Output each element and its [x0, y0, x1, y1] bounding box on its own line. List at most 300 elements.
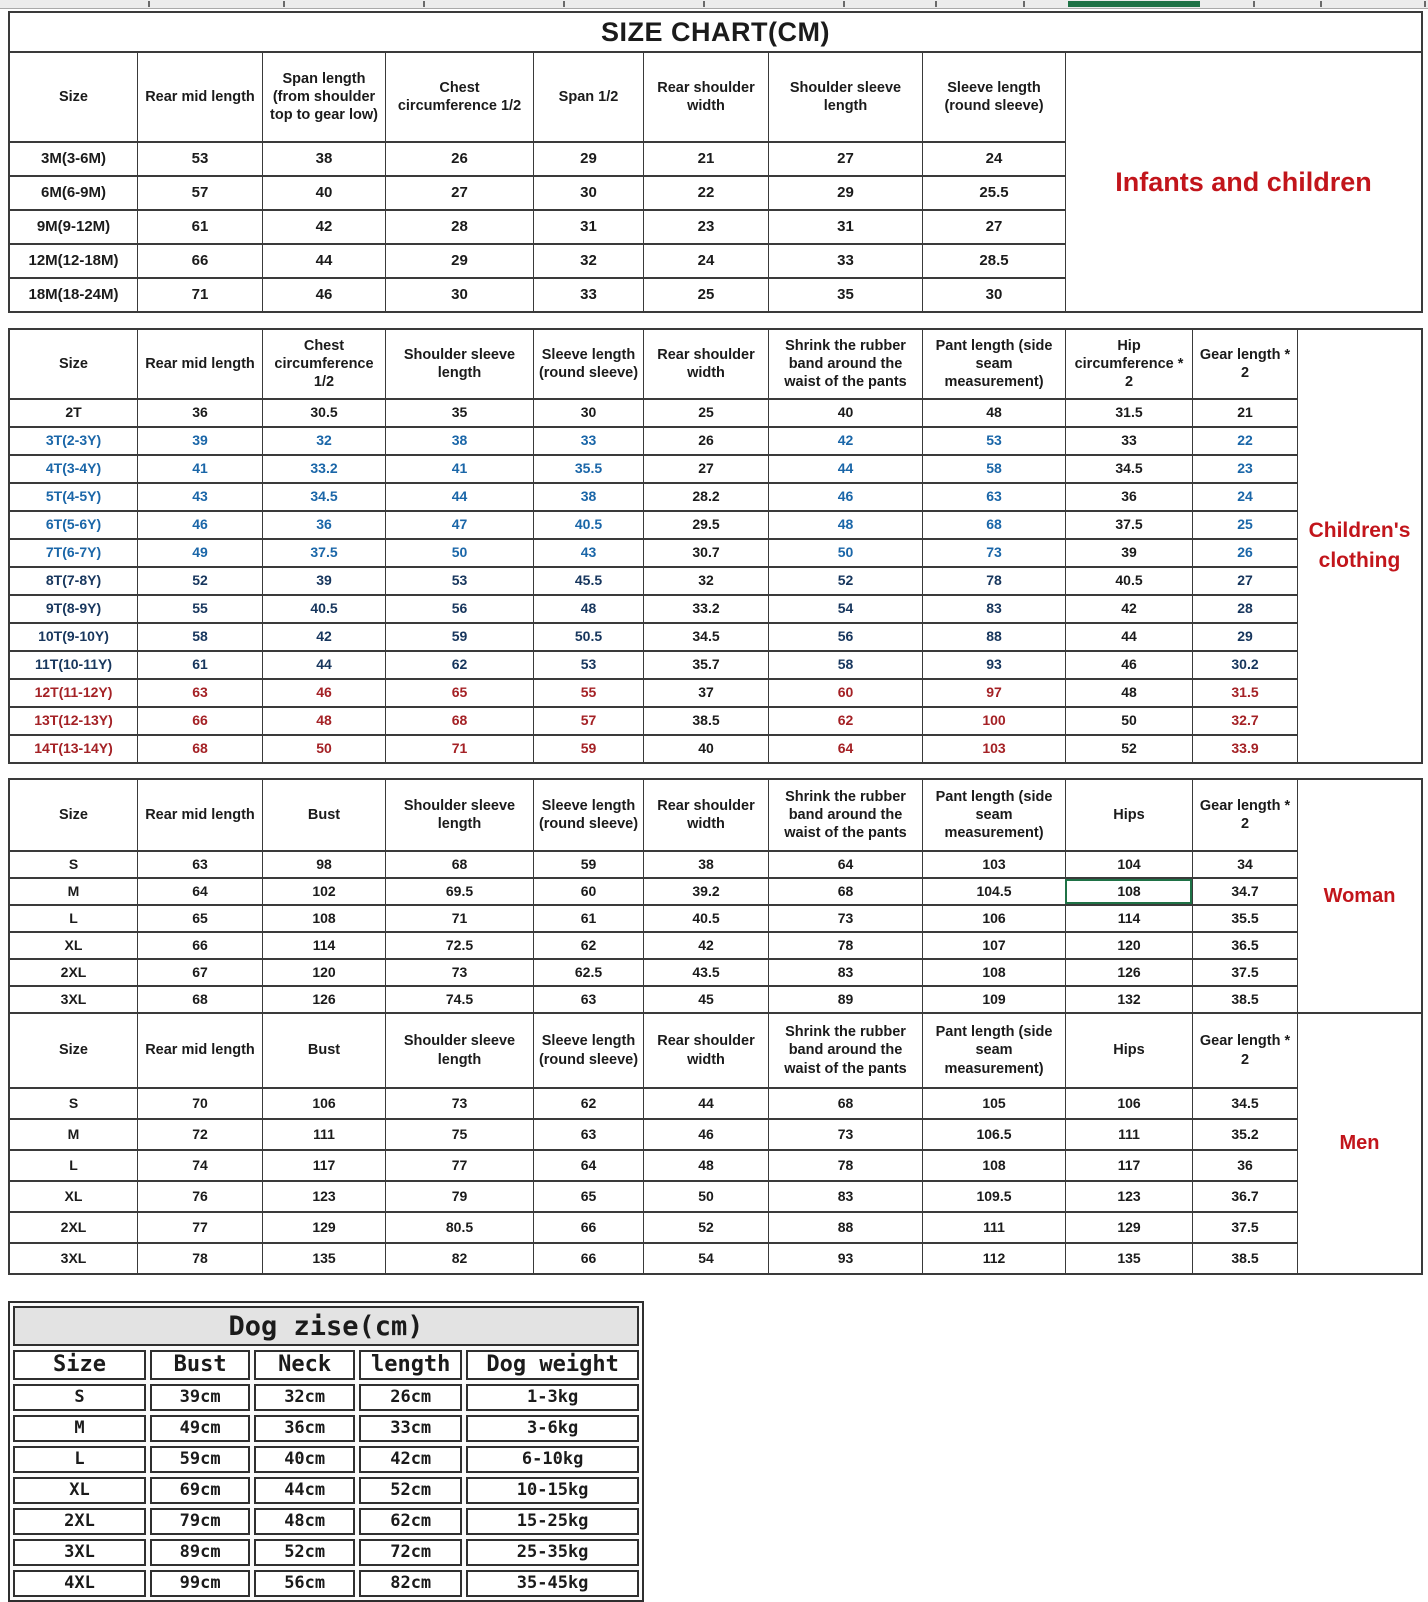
column-edge-tick: [1253, 1, 1255, 7]
infant-table-header-row: [10, 53, 1065, 141]
table-row: [10, 277, 1065, 311]
value-cell: 93: [768, 1244, 922, 1273]
value-cell: 61: [533, 906, 643, 931]
size-cell: 18M(18-24M): [28, 285, 119, 303]
column-edge-tick: [843, 1, 845, 7]
value-cell: 34.5: [643, 624, 768, 650]
value-cell: 39.2: [643, 879, 768, 904]
value-cell: 112: [922, 1244, 1065, 1273]
value-cell: 66: [137, 708, 262, 734]
table-row: [10, 175, 1065, 209]
value-cell: 10-15kg: [466, 1477, 639, 1504]
spreadsheet-top-edge: [0, 0, 1428, 9]
value-cell: 55: [137, 596, 262, 622]
value-cell: 48: [1065, 680, 1192, 706]
value-cell: 93: [922, 652, 1065, 678]
value-cell: 46: [137, 512, 262, 538]
column-header: Pant length (side seam measurement): [922, 1014, 1065, 1087]
value-cell: 75: [385, 1120, 533, 1149]
column-header: Rear mid length: [137, 1014, 262, 1087]
size-cell: 2XL: [60, 1218, 87, 1235]
value-cell: 66: [137, 933, 262, 958]
value-cell: 52: [643, 1213, 768, 1242]
value-cell: 117: [1065, 1151, 1192, 1180]
table-row: [13, 1446, 639, 1473]
table-row: [13, 1539, 639, 1566]
value-cell: 46: [262, 680, 385, 706]
column-edge-tick: [283, 1, 285, 7]
size-cell: M: [67, 1125, 80, 1142]
value-cell: 135: [262, 1244, 385, 1273]
value-cell: 76: [137, 1182, 262, 1211]
value-cell: 35: [385, 400, 533, 426]
value-cell: 62: [385, 652, 533, 678]
size-cell: 4XL: [13, 1570, 146, 1597]
size-cell: 2XL: [13, 1508, 146, 1535]
value-cell: 106: [1065, 1089, 1192, 1118]
table-row: [10, 510, 1297, 538]
value-cell: 33: [533, 428, 643, 454]
value-cell: 42cm: [359, 1446, 462, 1473]
value-cell: 71: [385, 736, 533, 762]
value-cell: 40.5: [533, 512, 643, 538]
men-label: Men: [1297, 1014, 1421, 1273]
value-cell: 68: [922, 512, 1065, 538]
value-cell: 109.5: [922, 1182, 1065, 1211]
column-header: Sleeve length (round sleeve): [533, 1014, 643, 1087]
value-cell: 98: [262, 852, 385, 877]
value-cell: 26: [643, 428, 768, 454]
men-table-rows: [10, 1087, 1297, 1273]
value-cell: 45.5: [533, 568, 643, 594]
infants-children-label: Infants and children: [1065, 53, 1421, 311]
value-cell: 48: [262, 708, 385, 734]
table-row: [10, 1211, 1297, 1242]
value-cell: 27: [768, 143, 922, 175]
value-cell: 27: [1192, 568, 1297, 594]
value-cell: 33.9: [1192, 736, 1297, 762]
table-row: [10, 706, 1297, 734]
column-header: Sleeve length (round sleeve): [922, 53, 1065, 141]
value-cell: 42: [262, 211, 385, 243]
table-row: [10, 650, 1297, 678]
value-cell: 59: [533, 736, 643, 762]
column-header: Bust: [262, 780, 385, 850]
table-row: [10, 243, 1065, 277]
column-header: Shrink the rubber band around the waist of the pants: [768, 1014, 922, 1087]
value-cell: 103: [922, 736, 1065, 762]
table-row: [10, 678, 1297, 706]
value-cell: 52cm: [359, 1477, 462, 1504]
value-cell: 25: [643, 279, 768, 311]
woman-size-table: [8, 778, 1423, 1014]
value-cell: 61: [137, 211, 262, 243]
column-header: Size: [58, 355, 88, 372]
column-header: Hip circumference * 2: [1065, 330, 1192, 398]
value-cell: 31.5: [1192, 680, 1297, 706]
value-cell: 66: [533, 1244, 643, 1273]
value-cell: 33: [533, 279, 643, 311]
dog-table-title: Dog zise(cm): [13, 1306, 639, 1346]
value-cell: 48: [922, 400, 1065, 426]
value-cell: 37.5: [1192, 1213, 1297, 1242]
value-cell: 65: [533, 1182, 643, 1211]
value-cell: 33.2: [643, 596, 768, 622]
value-cell: 106.5: [922, 1120, 1065, 1149]
value-cell: 79: [385, 1182, 533, 1211]
value-cell: 36: [1192, 1151, 1297, 1180]
size-cell: 12T(11-12Y): [34, 684, 113, 701]
value-cell: 37: [643, 680, 768, 706]
value-cell: 68: [137, 987, 262, 1012]
value-cell: 44: [262, 245, 385, 277]
size-cell: 3XL: [13, 1539, 146, 1566]
men-table-header-row: [10, 1014, 1297, 1087]
value-cell: 45: [643, 987, 768, 1012]
size-cell: XL: [64, 936, 83, 953]
value-cell: 29: [533, 143, 643, 175]
size-cell: 13T(12-13Y): [34, 712, 113, 729]
value-cell: 48: [643, 1151, 768, 1180]
column-header: Dog weight: [466, 1350, 639, 1380]
value-cell: 53: [137, 143, 262, 175]
value-cell: 33: [1065, 428, 1192, 454]
value-cell: 46: [1065, 652, 1192, 678]
value-cell: 34: [1192, 852, 1297, 877]
value-cell: 69.5: [385, 879, 533, 904]
size-cell: 3T(2-3Y): [45, 432, 102, 449]
value-cell: 59: [385, 624, 533, 650]
value-cell: 42: [643, 933, 768, 958]
value-cell: 53: [922, 428, 1065, 454]
value-cell: 56cm: [254, 1570, 355, 1597]
column-header: Size: [13, 1350, 146, 1380]
value-cell: 30.7: [643, 540, 768, 566]
column-header: Sleeve length (round sleeve): [533, 780, 643, 850]
value-cell: 63: [533, 987, 643, 1012]
value-cell: 88: [768, 1213, 922, 1242]
value-cell: 68: [385, 708, 533, 734]
value-cell: 57: [137, 177, 262, 209]
size-cell: 12M(12-18M): [28, 251, 119, 269]
size-cell: 9T(8-9Y): [45, 600, 102, 617]
value-cell: 35.5: [1192, 906, 1297, 931]
value-cell: 63: [533, 1120, 643, 1149]
value-cell: 37.5: [1192, 960, 1297, 985]
value-cell: 29: [1192, 624, 1297, 650]
children-table-header-row: [10, 330, 1297, 398]
value-cell: 68: [385, 852, 533, 877]
value-cell: 27: [643, 456, 768, 482]
value-cell: 114: [262, 933, 385, 958]
size-cell: L: [69, 1156, 78, 1173]
value-cell: 120: [262, 960, 385, 985]
value-cell: 49: [137, 540, 262, 566]
value-cell: 43: [137, 484, 262, 510]
table-row: [13, 1570, 639, 1597]
table-row: [10, 141, 1065, 175]
value-cell: 27: [385, 177, 533, 209]
value-cell: 29.5: [643, 512, 768, 538]
size-cell: 14T(13-14Y): [34, 740, 113, 757]
value-cell: 70: [137, 1089, 262, 1118]
value-cell: 58: [768, 652, 922, 678]
table-row: [13, 1508, 639, 1535]
table-row: [10, 426, 1297, 454]
value-cell: 35-45kg: [466, 1570, 639, 1597]
value-cell: 36: [262, 512, 385, 538]
value-cell: 34.5: [1065, 456, 1192, 482]
value-cell: 78: [137, 1244, 262, 1273]
column-header: Rear mid length: [137, 330, 262, 398]
value-cell: 38: [262, 143, 385, 175]
value-cell: 77: [137, 1213, 262, 1242]
value-cell: 63: [137, 852, 262, 877]
value-cell: 129: [1065, 1213, 1192, 1242]
value-cell: 32: [262, 428, 385, 454]
value-cell: 63: [137, 680, 262, 706]
value-cell: 29: [768, 177, 922, 209]
table-row: [10, 1242, 1297, 1273]
table-row: [10, 622, 1297, 650]
table-row: [10, 877, 1297, 904]
value-cell: 25: [643, 400, 768, 426]
value-cell: 22: [1192, 428, 1297, 454]
size-cell: 9M(9-12M): [36, 217, 111, 235]
value-cell: 123: [1065, 1182, 1192, 1211]
column-header: Neck: [254, 1350, 355, 1380]
value-cell: 69cm: [150, 1477, 250, 1504]
value-cell: 35: [768, 279, 922, 311]
value-cell: 42: [768, 428, 922, 454]
size-cell: M: [13, 1415, 146, 1442]
table-row: [13, 1384, 639, 1411]
value-cell: 50: [643, 1182, 768, 1211]
value-cell: 126: [1065, 960, 1192, 985]
column-header: Rear shoulder width: [643, 780, 768, 850]
value-cell: 36cm: [254, 1415, 355, 1442]
size-cell: 4T(3-4Y): [45, 460, 102, 477]
value-cell: 25.5: [922, 177, 1065, 209]
value-cell: 68: [768, 879, 922, 904]
dog-table-rows: [13, 1384, 639, 1597]
value-cell: 39cm: [150, 1384, 250, 1411]
value-cell: 28.2: [643, 484, 768, 510]
value-cell: 28: [385, 211, 533, 243]
table-row: [10, 566, 1297, 594]
value-cell: 56: [385, 596, 533, 622]
value-cell: 40: [643, 736, 768, 762]
column-header: Size: [58, 806, 88, 823]
value-cell: 52cm: [254, 1539, 355, 1566]
value-cell: 40: [262, 177, 385, 209]
value-cell: 62.5: [533, 960, 643, 985]
value-cell: 78: [768, 1151, 922, 1180]
value-cell: 64: [768, 736, 922, 762]
table-row: [10, 482, 1297, 510]
column-header: Gear length * 2: [1192, 780, 1297, 850]
value-cell: 52: [1065, 736, 1192, 762]
value-cell: 53: [385, 568, 533, 594]
column-header: Gear length * 2: [1192, 330, 1297, 398]
value-cell: 44cm: [254, 1477, 355, 1504]
column-header: Shoulder sleeve length: [385, 780, 533, 850]
column-header: Rear shoulder width: [643, 1014, 768, 1087]
table-row: [13, 1415, 639, 1442]
value-cell: 80.5: [385, 1213, 533, 1242]
value-cell: 89: [768, 987, 922, 1012]
size-cell: 11T(10-11Y): [34, 656, 113, 673]
value-cell: 42: [262, 624, 385, 650]
value-cell: 15-25kg: [466, 1508, 639, 1535]
value-cell: 50.5: [533, 624, 643, 650]
value-cell: 38: [385, 428, 533, 454]
value-cell: 30.2: [1192, 652, 1297, 678]
table-row: [10, 538, 1297, 566]
value-cell: 29: [385, 245, 533, 277]
value-cell: 40cm: [254, 1446, 355, 1473]
value-cell: 59cm: [150, 1446, 250, 1473]
value-cell: 62cm: [359, 1508, 462, 1535]
table-row: [10, 209, 1065, 243]
value-cell: 26: [1192, 540, 1297, 566]
column-header: Shrink the rubber band around the waist of the pants: [768, 330, 922, 398]
size-cell: L: [69, 909, 78, 926]
column-header: Rear shoulder width: [643, 330, 768, 398]
value-cell: 40.5: [1065, 568, 1192, 594]
value-cell: 33.2: [262, 456, 385, 482]
value-cell: 65: [137, 906, 262, 931]
value-cell: 58: [922, 456, 1065, 482]
column-header: Shoulder sleeve length: [385, 1014, 533, 1087]
value-cell: 59: [533, 852, 643, 877]
value-cell: 67: [137, 960, 262, 985]
value-cell: 72.5: [385, 933, 533, 958]
value-cell: 46: [262, 279, 385, 311]
size-cell: 6T(5-6Y): [45, 516, 102, 533]
value-cell: 83: [922, 596, 1065, 622]
children-clothing-label: Children's clothing: [1297, 330, 1421, 762]
value-cell: 30: [533, 177, 643, 209]
value-cell: 34.7: [1192, 879, 1297, 904]
column-header: Rear shoulder width: [643, 53, 768, 141]
value-cell: 26cm: [359, 1384, 462, 1411]
value-cell: 78: [922, 568, 1065, 594]
value-cell: 111: [1065, 1120, 1192, 1149]
woman-table-header-row: [10, 780, 1297, 850]
value-cell: 68: [137, 736, 262, 762]
size-cell: 5T(4-5Y): [45, 488, 102, 505]
value-cell: 41: [385, 456, 533, 482]
value-cell: 106: [262, 1089, 385, 1118]
column-header: Gear length * 2: [1192, 1014, 1297, 1087]
value-cell: 44: [768, 456, 922, 482]
value-cell: 120: [1065, 933, 1192, 958]
value-cell: 114: [1065, 906, 1192, 931]
value-cell: 126: [262, 987, 385, 1012]
value-cell: 107: [922, 933, 1065, 958]
column-header: length: [359, 1350, 462, 1380]
value-cell: 89cm: [150, 1539, 250, 1566]
value-cell: 49cm: [150, 1415, 250, 1442]
column-edge-tick: [1320, 1, 1322, 7]
column-header: Chest circumference 1/2: [262, 330, 385, 398]
infant-size-table: [8, 11, 1423, 313]
value-cell: 62: [533, 933, 643, 958]
value-cell: 111: [922, 1213, 1065, 1242]
value-cell: 43.5: [643, 960, 768, 985]
value-cell: 35.5: [533, 456, 643, 482]
value-cell: 31: [768, 211, 922, 243]
size-cell: 2T: [65, 404, 82, 421]
value-cell: 106: [922, 906, 1065, 931]
value-cell: 66: [137, 245, 262, 277]
value-cell: 21: [1192, 400, 1297, 426]
value-cell: 79cm: [150, 1508, 250, 1535]
table-row: [10, 931, 1297, 958]
size-cell: S: [13, 1384, 146, 1411]
column-header: Shoulder sleeve length: [768, 53, 922, 141]
value-cell: 32: [643, 568, 768, 594]
column-header: Size: [58, 88, 88, 105]
value-cell: 63: [922, 484, 1065, 510]
dog-size-table: [8, 1301, 644, 1602]
column-header: Pant length (side seam measurement): [922, 330, 1065, 398]
value-cell: 38.5: [1192, 987, 1297, 1012]
value-cell: 73: [768, 1120, 922, 1149]
value-cell: 108: [922, 1151, 1065, 1180]
size-cell: XL: [64, 1187, 83, 1204]
column-edge-tick: [935, 1, 937, 7]
column-header: Shoulder sleeve length: [385, 330, 533, 398]
size-cell: L: [13, 1446, 146, 1473]
value-cell: 31: [533, 211, 643, 243]
value-cell: 32.7: [1192, 708, 1297, 734]
column-header: Hips: [1065, 1014, 1192, 1087]
value-cell: 72cm: [359, 1539, 462, 1566]
value-cell: 38.5: [643, 708, 768, 734]
value-cell: 64: [137, 879, 262, 904]
value-cell: 73: [385, 1089, 533, 1118]
value-cell: 82cm: [359, 1570, 462, 1597]
value-cell: 82: [385, 1244, 533, 1273]
value-cell: 71: [385, 906, 533, 931]
size-cell: 10T(9-10Y): [38, 628, 109, 645]
table-row: [10, 454, 1297, 482]
value-cell: 6-10kg: [466, 1446, 639, 1473]
value-cell: 27: [922, 211, 1065, 243]
value-cell: 65: [385, 680, 533, 706]
column-header: Rear mid length: [137, 53, 262, 141]
size-cell: 8T(7-8Y): [45, 572, 102, 589]
table-row: [10, 594, 1297, 622]
value-cell: 83: [768, 1182, 922, 1211]
value-cell: 36.5: [1192, 933, 1297, 958]
infant-table-rows: [10, 141, 1065, 311]
value-cell: 56: [768, 624, 922, 650]
size-cell: 3XL: [60, 990, 87, 1007]
children-size-table: [8, 328, 1423, 764]
value-cell: 40.5: [643, 906, 768, 931]
value-cell: 42: [1065, 596, 1192, 622]
value-cell: 36: [137, 400, 262, 426]
value-cell: 24: [922, 143, 1065, 175]
value-cell: 74: [137, 1151, 262, 1180]
value-cell: 35.7: [643, 652, 768, 678]
size-cell: 3XL: [60, 1249, 87, 1266]
table-row: [10, 1087, 1297, 1118]
size-cell: 3M(3-6M): [40, 149, 106, 167]
